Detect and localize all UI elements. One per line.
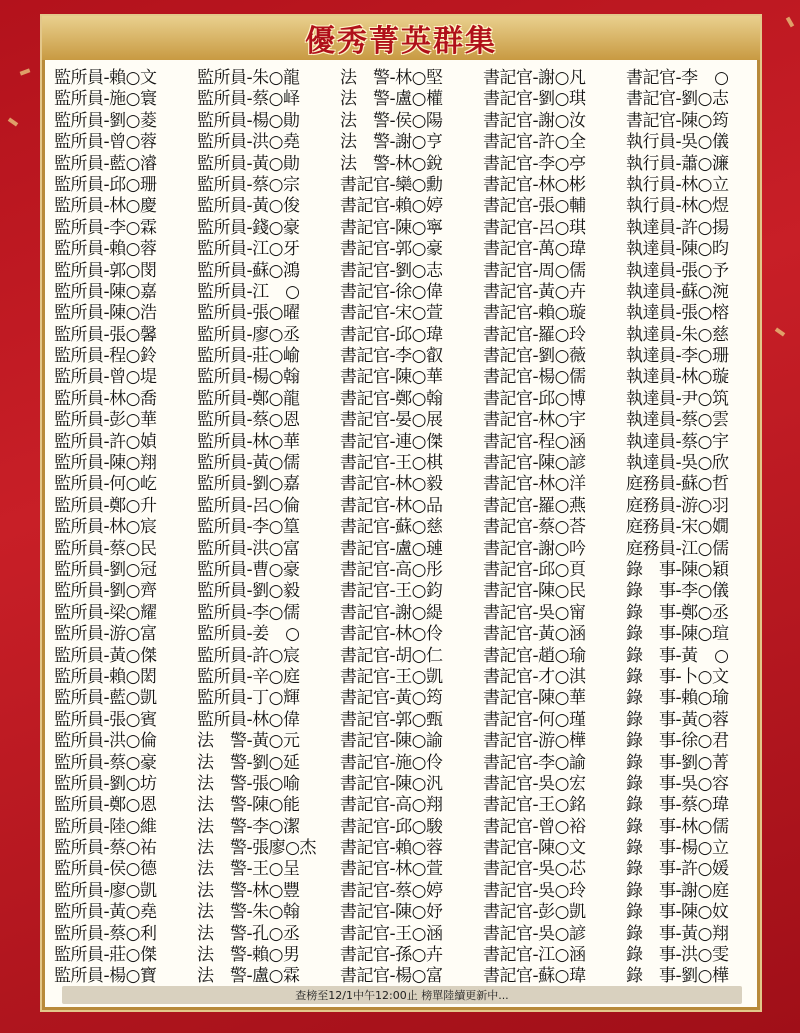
list-item: 書記官-李○亭 bbox=[483, 153, 586, 174]
list-item: 法 警-張廖○杰 bbox=[197, 838, 316, 859]
list-item: 執達員-陳○昀 bbox=[626, 239, 729, 260]
list-item: 法 警-盧○霖 bbox=[197, 966, 300, 987]
list-item: 執達員-李○珊 bbox=[626, 346, 729, 367]
list-item: 庭務員-游○羽 bbox=[626, 495, 729, 516]
list-item: 書記官-賴○蓉 bbox=[340, 838, 443, 859]
list-item: 執達員-朱○慈 bbox=[626, 324, 729, 345]
list-item: 書記官-林○洋 bbox=[483, 474, 586, 495]
list-item: 書記官-游○樺 bbox=[483, 731, 586, 752]
list-item: 書記官-楊○富 bbox=[340, 966, 443, 987]
list-item: 監所員-莊○傑 bbox=[54, 945, 157, 966]
list-item: 書記官-謝○吟 bbox=[483, 538, 586, 559]
list-item: 錄 事-洪○雯 bbox=[626, 945, 729, 966]
list-item: 監所員-鄭○龍 bbox=[197, 388, 300, 409]
confetti-decoration bbox=[8, 117, 18, 126]
list-item: 監所員-賴○文 bbox=[54, 68, 157, 88]
list-item: 監所員-蘇○鴻 bbox=[197, 260, 300, 281]
list-item: 書記官-謝○汝 bbox=[483, 110, 586, 131]
list-item: 執達員-蘇○涴 bbox=[626, 281, 729, 302]
list-item: 監所員-黃○堯 bbox=[54, 902, 157, 923]
list-item: 書記官-李○諭 bbox=[483, 752, 586, 773]
list-item: 錄 事-李○儀 bbox=[626, 581, 729, 602]
list-item: 執達員-張○榕 bbox=[626, 303, 729, 324]
list-item: 監所員-林○偉 bbox=[197, 709, 300, 730]
list-item: 書記官-李○叡 bbox=[340, 346, 443, 367]
list-item: 監所員-張○曜 bbox=[197, 303, 300, 324]
list-item: 監所員-辛○庭 bbox=[197, 666, 300, 687]
list-item: 監所員-陸○維 bbox=[54, 816, 157, 837]
list-item: 書記官-陳○文 bbox=[483, 838, 586, 859]
list-item: 監所員-藍○濬 bbox=[54, 153, 157, 174]
list-item: 錄 事-黃 ○ bbox=[626, 645, 729, 666]
list-item: 監所員-蔡○豪 bbox=[54, 752, 157, 773]
list-item: 書記官-施○伶 bbox=[340, 752, 443, 773]
list-item: 監所員-廖○凱 bbox=[54, 880, 157, 901]
list-item: 書記官-陳○寧 bbox=[340, 217, 443, 238]
list-item: 錄 事-劉○樺 bbox=[626, 966, 729, 987]
list-item: 書記官-萬○瑋 bbox=[483, 239, 586, 260]
list-item: 書記官-劉○琪 bbox=[483, 89, 586, 110]
list-item: 書記官-鄭○翰 bbox=[340, 388, 443, 409]
list-item: 監所員-蔡○宗 bbox=[197, 174, 300, 195]
list-item: 監所員-蔡○祐 bbox=[54, 838, 157, 859]
list-item: 監所員-藍○凱 bbox=[54, 688, 157, 709]
list-item: 書記官-吳○玲 bbox=[483, 880, 586, 901]
list-item: 法 警-謝○亨 bbox=[340, 132, 443, 153]
list-item: 書記官-蔡○婷 bbox=[340, 880, 443, 901]
list-item: 監所員-蔡○恩 bbox=[197, 410, 300, 431]
list-item: 監所員-李○儒 bbox=[197, 602, 300, 623]
list-item: 錄 事-蔡○瑋 bbox=[626, 795, 729, 816]
list-item: 監所員-林○慶 bbox=[54, 196, 157, 217]
list-item: 錄 事-謝○庭 bbox=[626, 880, 729, 901]
list-item: 法 警-黃○元 bbox=[197, 731, 300, 752]
list-item: 監所員-許○宸 bbox=[197, 645, 300, 666]
list-item: 書記官-劉○志 bbox=[626, 89, 729, 110]
list-item: 書記官-邱○駿 bbox=[340, 816, 443, 837]
list-item: 監所員-林○宸 bbox=[54, 517, 157, 538]
list-item: 監所員-廖○丞 bbox=[197, 324, 300, 345]
list-item: 監所員-呂○倫 bbox=[197, 495, 300, 516]
list-item: 執達員-許○揚 bbox=[626, 217, 729, 238]
list-item: 法 警-盧○權 bbox=[340, 89, 443, 110]
list-item: 法 警-張○喻 bbox=[197, 773, 300, 794]
list-item: 書記官-江○涵 bbox=[483, 945, 586, 966]
list-item: 書記官-黃○涵 bbox=[483, 624, 586, 645]
list-item: 書記官-謝○凡 bbox=[483, 68, 586, 88]
list-item: 錄 事-楊○立 bbox=[626, 838, 729, 859]
list-item: 監所員-彭○華 bbox=[54, 410, 157, 431]
list-item: 監所員-錢○豪 bbox=[197, 217, 300, 238]
list-item: 監所員-施○寰 bbox=[54, 89, 157, 110]
list-item: 法 警-侯○陽 bbox=[340, 110, 443, 131]
list-item: 錄 事-賴○瑜 bbox=[626, 688, 729, 709]
footer-notice bbox=[62, 986, 742, 1004]
list-item: 錄 事-陳○穎 bbox=[626, 559, 729, 580]
list-item: 書記官-李 ○ bbox=[626, 68, 729, 88]
list-item: 監所員-劉○嘉 bbox=[197, 474, 300, 495]
list-item: 錄 事-劉○菁 bbox=[626, 752, 729, 773]
list-item: 錄 事-吳○容 bbox=[626, 773, 729, 794]
list-item: 書記官-吳○芯 bbox=[483, 859, 586, 880]
confetti-decoration bbox=[775, 327, 785, 336]
list-item: 執行員-林○立 bbox=[626, 174, 729, 195]
list-item: 書記官-張○輔 bbox=[483, 196, 586, 217]
list-item: 監所員-劉○毅 bbox=[197, 581, 300, 602]
list-item: 書記官-謝○緹 bbox=[340, 602, 443, 623]
list-item: 書記官-彭○凱 bbox=[483, 902, 586, 923]
list-item: 監所員-江○牙 bbox=[197, 239, 300, 260]
list-item: 監所員-蔡○民 bbox=[54, 538, 157, 559]
list-item: 法 警-朱○翰 bbox=[197, 902, 300, 923]
list-item: 執達員-吳○欣 bbox=[626, 453, 729, 474]
list-item: 監所員-黃○俊 bbox=[197, 196, 300, 217]
list-item: 監所員-許○媜 bbox=[54, 431, 157, 452]
honor-roll-panel bbox=[40, 14, 762, 1012]
list-item: 書記官-王○涵 bbox=[340, 923, 443, 944]
confetti-decoration bbox=[20, 68, 31, 75]
list-item: 書記官-徐○偉 bbox=[340, 281, 443, 302]
list-item: 監所員-陳○浩 bbox=[54, 303, 157, 324]
list-item: 書記官-黃○卉 bbox=[483, 281, 586, 302]
list-item: 書記官-賴○璇 bbox=[483, 303, 586, 324]
list-item: 監所員-曾○蓉 bbox=[54, 132, 157, 153]
page-title: 優秀菁英群集 bbox=[305, 24, 497, 59]
list-item: 監所員-曾○堤 bbox=[54, 367, 157, 388]
name-column-1 bbox=[54, 68, 197, 992]
title-banner bbox=[42, 16, 760, 60]
list-item: 書記官-陳○華 bbox=[483, 688, 586, 709]
list-item: 書記官-邱○博 bbox=[483, 388, 586, 409]
list-item: 書記官-曾○裕 bbox=[483, 816, 586, 837]
list-item: 錄 事-徐○君 bbox=[626, 731, 729, 752]
list-item: 書記官-郭○甄 bbox=[340, 709, 443, 730]
name-column-4 bbox=[483, 68, 626, 992]
list-item: 書記官-呂○琪 bbox=[483, 217, 586, 238]
list-item: 法 警-林○堅 bbox=[340, 68, 443, 88]
list-item: 書記官-吳○諺 bbox=[483, 923, 586, 944]
list-item: 監所員-梁○耀 bbox=[54, 602, 157, 623]
list-item: 書記官-陳○妤 bbox=[340, 902, 443, 923]
list-item: 法 警-林○銳 bbox=[340, 153, 443, 174]
list-item: 書記官-蘇○瑋 bbox=[483, 966, 586, 987]
confetti-decoration bbox=[786, 17, 794, 28]
list-item: 書記官-晏○展 bbox=[340, 410, 443, 431]
list-item: 書記官-劉○志 bbox=[340, 260, 443, 281]
list-item: 書記官-羅○燕 bbox=[483, 495, 586, 516]
list-item: 錄 事-鄭○丞 bbox=[626, 602, 729, 623]
list-item: 書記官-王○銘 bbox=[483, 795, 586, 816]
list-item: 庭務員-蘇○哲 bbox=[626, 474, 729, 495]
list-item: 執達員-林○璇 bbox=[626, 367, 729, 388]
list-item: 書記官-林○宇 bbox=[483, 410, 586, 431]
list-item: 錄 事-陳○瑄 bbox=[626, 624, 729, 645]
list-item: 書記官-程○涵 bbox=[483, 431, 586, 452]
list-item: 書記官-高○彤 bbox=[340, 559, 443, 580]
list-item: 監所員-楊○寶 bbox=[54, 966, 157, 987]
list-item: 書記官-黃○筠 bbox=[340, 688, 443, 709]
list-item: 書記官-許○全 bbox=[483, 132, 586, 153]
list-item: 書記官-王○凱 bbox=[340, 666, 443, 687]
list-item: 法 警-孔○丞 bbox=[197, 923, 300, 944]
list-item: 監所員-侯○德 bbox=[54, 859, 157, 880]
list-item: 書記官-陳○汎 bbox=[340, 773, 443, 794]
list-item: 監所員-黃○勛 bbox=[197, 153, 300, 174]
list-item: 監所員-黃○儒 bbox=[197, 453, 300, 474]
list-item: 書記官-蔡○荅 bbox=[483, 517, 586, 538]
list-item: 書記官-王○棋 bbox=[340, 453, 443, 474]
list-item: 書記官-周○儒 bbox=[483, 260, 586, 281]
list-item: 監所員-郭○閔 bbox=[54, 260, 157, 281]
list-item: 法 警-林○豐 bbox=[197, 880, 300, 901]
list-item: 庭務員-宋○嫺 bbox=[626, 517, 729, 538]
list-item: 監所員-姜 ○ bbox=[197, 624, 300, 645]
list-item: 錄 事-林○儒 bbox=[626, 816, 729, 837]
list-item: 書記官-邱○瑋 bbox=[340, 324, 443, 345]
name-list-grid bbox=[54, 68, 766, 992]
list-item: 監所員-陳○嘉 bbox=[54, 281, 157, 302]
list-item: 監所員-莊○崳 bbox=[197, 346, 300, 367]
list-item: 監所員-洪○倫 bbox=[54, 731, 157, 752]
list-item: 監所員-林○喬 bbox=[54, 388, 157, 409]
list-item: 監所員-游○富 bbox=[54, 624, 157, 645]
list-item: 監所員-鄭○升 bbox=[54, 495, 157, 516]
list-item: 書記官-趙○瑜 bbox=[483, 645, 586, 666]
list-item: 監所員-蔡○利 bbox=[54, 923, 157, 944]
list-item: 監所員-曹○豪 bbox=[197, 559, 300, 580]
list-item: 書記官-林○彬 bbox=[483, 174, 586, 195]
list-item: 書記官-連○傑 bbox=[340, 431, 443, 452]
list-item: 書記官-林○毅 bbox=[340, 474, 443, 495]
list-item: 書記官-陳○筠 bbox=[626, 110, 729, 131]
list-item: 監所員-鄭○恩 bbox=[54, 795, 157, 816]
list-item: 書記官-何○瑾 bbox=[483, 709, 586, 730]
list-item: 執達員-尹○筑 bbox=[626, 388, 729, 409]
list-item: 書記官-陳○諭 bbox=[340, 731, 443, 752]
list-item: 監所員-楊○勛 bbox=[197, 110, 300, 131]
list-item: 書記官-邱○頁 bbox=[483, 559, 586, 580]
list-item: 執行員-林○煜 bbox=[626, 196, 729, 217]
list-item: 書記官-孫○卉 bbox=[340, 945, 443, 966]
list-item: 監所員-黃○傑 bbox=[54, 645, 157, 666]
list-item: 監所員-賴○蓉 bbox=[54, 239, 157, 260]
list-item: 監所員-江 ○ bbox=[197, 281, 300, 302]
name-column-2 bbox=[197, 68, 340, 992]
list-item: 法 警-王○呈 bbox=[197, 859, 300, 880]
list-item: 監所員-張○馨 bbox=[54, 324, 157, 345]
list-item: 書記官-羅○玲 bbox=[483, 324, 586, 345]
list-item: 書記官-高○翔 bbox=[340, 795, 443, 816]
list-item: 監所員-林○華 bbox=[197, 431, 300, 452]
list-item: 書記官-陳○諺 bbox=[483, 453, 586, 474]
list-item: 執達員-張○予 bbox=[626, 260, 729, 281]
list-item: 書記官-陳○民 bbox=[483, 581, 586, 602]
list-item: 監所員-洪○堯 bbox=[197, 132, 300, 153]
list-item: 書記官-才○淇 bbox=[483, 666, 586, 687]
list-item: 監所員-蔡○峄 bbox=[197, 89, 300, 110]
list-item: 執行員-蕭○濂 bbox=[626, 153, 729, 174]
list-item: 書記官-吳○甯 bbox=[483, 602, 586, 623]
list-item: 監所員-邱○珊 bbox=[54, 174, 157, 195]
list-item: 監所員-李○篁 bbox=[197, 517, 300, 538]
name-column-5 bbox=[626, 68, 769, 992]
list-item: 執達員-蔡○宇 bbox=[626, 431, 729, 452]
list-item: 書記官-胡○仁 bbox=[340, 645, 443, 666]
list-item: 執達員-蔡○雲 bbox=[626, 410, 729, 431]
list-item: 書記官-盧○璉 bbox=[340, 538, 443, 559]
footer-text: 查榜至12/1中午12:00止 榜單陸續更新中... bbox=[295, 989, 509, 1002]
list-item: 錄 事-許○媛 bbox=[626, 859, 729, 880]
list-item: 書記官-宋○萱 bbox=[340, 303, 443, 324]
list-item: 書記官-賴○婷 bbox=[340, 196, 443, 217]
list-item: 錄 事-卜○文 bbox=[626, 666, 729, 687]
list-item: 法 警-李○潔 bbox=[197, 816, 300, 837]
list-item: 錄 事-黃○翔 bbox=[626, 923, 729, 944]
list-item: 監所員-陳○翔 bbox=[54, 453, 157, 474]
list-item: 法 警-劉○延 bbox=[197, 752, 300, 773]
list-item: 書記官-林○伶 bbox=[340, 624, 443, 645]
list-item: 庭務員-江○儒 bbox=[626, 538, 729, 559]
list-item: 法 警-陳○能 bbox=[197, 795, 300, 816]
list-item: 執行員-吳○儀 bbox=[626, 132, 729, 153]
list-item: 法 警-賴○男 bbox=[197, 945, 300, 966]
list-item: 書記官-郭○豪 bbox=[340, 239, 443, 260]
list-item: 監所員-何○屹 bbox=[54, 474, 157, 495]
list-item: 監所員-劉○菱 bbox=[54, 110, 157, 131]
list-item: 錄 事-陳○妏 bbox=[626, 902, 729, 923]
list-item: 監所員-朱○龍 bbox=[197, 68, 300, 88]
list-item: 書記官-楊○儒 bbox=[483, 367, 586, 388]
list-item: 書記官-陳○華 bbox=[340, 367, 443, 388]
list-item: 監所員-楊○翰 bbox=[197, 367, 300, 388]
list-item: 錄 事-黃○蓉 bbox=[626, 709, 729, 730]
list-item: 監所員-劉○坊 bbox=[54, 773, 157, 794]
name-column-3 bbox=[340, 68, 483, 992]
list-item: 書記官-欒○勳 bbox=[340, 174, 443, 195]
list-item: 書記官-劉○薇 bbox=[483, 346, 586, 367]
list-item: 書記官-林○品 bbox=[340, 495, 443, 516]
list-item: 監所員-丁○輝 bbox=[197, 688, 300, 709]
list-item: 書記官-吳○宏 bbox=[483, 773, 586, 794]
list-item: 書記官-蘇○慈 bbox=[340, 517, 443, 538]
list-item: 書記官-林○萱 bbox=[340, 859, 443, 880]
list-item: 書記官-王○鈞 bbox=[340, 581, 443, 602]
list-item: 監所員-張○賓 bbox=[54, 709, 157, 730]
list-item: 監所員-程○鈴 bbox=[54, 346, 157, 367]
list-item: 監所員-劉○冠 bbox=[54, 559, 157, 580]
list-item: 監所員-劉○齊 bbox=[54, 581, 157, 602]
list-item: 監所員-洪○富 bbox=[197, 538, 300, 559]
list-item: 監所員-李○霖 bbox=[54, 217, 157, 238]
list-item: 監所員-賴○閎 bbox=[54, 666, 157, 687]
